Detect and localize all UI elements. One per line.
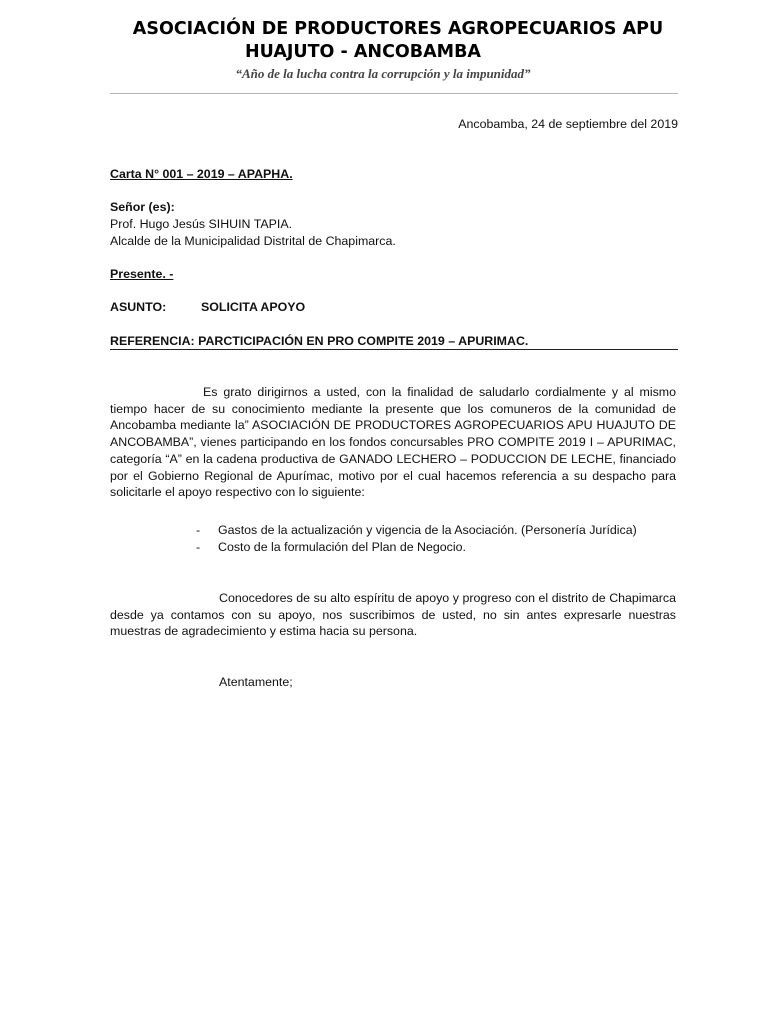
subject-label: ASUNTO: [110, 300, 167, 314]
list-item [196, 539, 637, 556]
salutation: Señor (es): [110, 200, 175, 214]
list-item [196, 522, 637, 539]
body-paragraph-1 [110, 384, 676, 501]
body-paragraph-2-text: Conocedores de su alto espíritu de apoyo y progreso con el distrito de Chapimarca desde ya contamos con su apoyo, nos suscribimos de usted, no sin antes expresarle nuestras muestras de agradecimiento y estima hacia su persona. [110, 591, 676, 639]
closing-line: Atentamente; [219, 675, 293, 689]
reference-divider [110, 349, 678, 350]
bullet-dash: - [196, 540, 201, 554]
association-title [110, 18, 686, 64]
body-paragraph-1-text: Es grato dirigirnos a usted, con la finalidad de saludarlo cordialmente y al mismo tiempo hacer de su conocimiento mediante la presente que los comuneros de la comunidad de Ancobamba mediante la” ASOCIACIÓN DE PRODUCTORES AGROPECUARIOS APU HUAJUTO DE ANCOBAMBA”, vienes participando en los fondos concursables PRO COMPITE 2019 I – APURIMAC, categoría “A” en la cadena productiva de GANADO LECHERO – PODUCCION DE LECHE, financiado por el Gobierno Regional de Apurímac, motivo por el cual hacemos referencia a su despacho para solicitarle el apoyo respectivo con lo siguiente: [110, 385, 676, 500]
title-line-1: ASOCIACIÓN DE PRODUCTORES AGROPECUARIOS APU [132, 19, 664, 39]
addressee-name: Prof. Hugo Jesús SIHUIN TAPIA. [110, 217, 293, 231]
year-motto: “Año de la lucha contra la corrupción y la impunidad” [235, 66, 531, 81]
list-item-text: Costo de la formulación del Plan de Negocio. [218, 540, 466, 554]
title-line-2: HUAJUTO - ANCOBAMBA [245, 42, 481, 62]
body-paragraph-2 [110, 590, 676, 640]
addressee-role: Alcalde de la Municipalidad Distrital de Chapimarca. [110, 234, 396, 248]
bullet-dash: - [196, 523, 201, 537]
letter-number: Carta N° 001 – 2019 – APAPHA. [110, 167, 293, 181]
list-item-text: Gastos de la actualización y vigencia de la Asociación. (Personería Jurídica) [218, 523, 637, 537]
subject-value: SOLICITA APOYO [201, 300, 306, 314]
presente-label: Presente. - [110, 267, 174, 281]
request-list [196, 522, 637, 556]
reference-line: REFERENCIA: PARCTICIPACIÓN EN PRO COMPITE 2019 – APURIMAC. [110, 334, 529, 348]
date-line: Ancobamba, 24 de septiembre del 2019 [458, 117, 678, 131]
header-divider [110, 93, 678, 94]
